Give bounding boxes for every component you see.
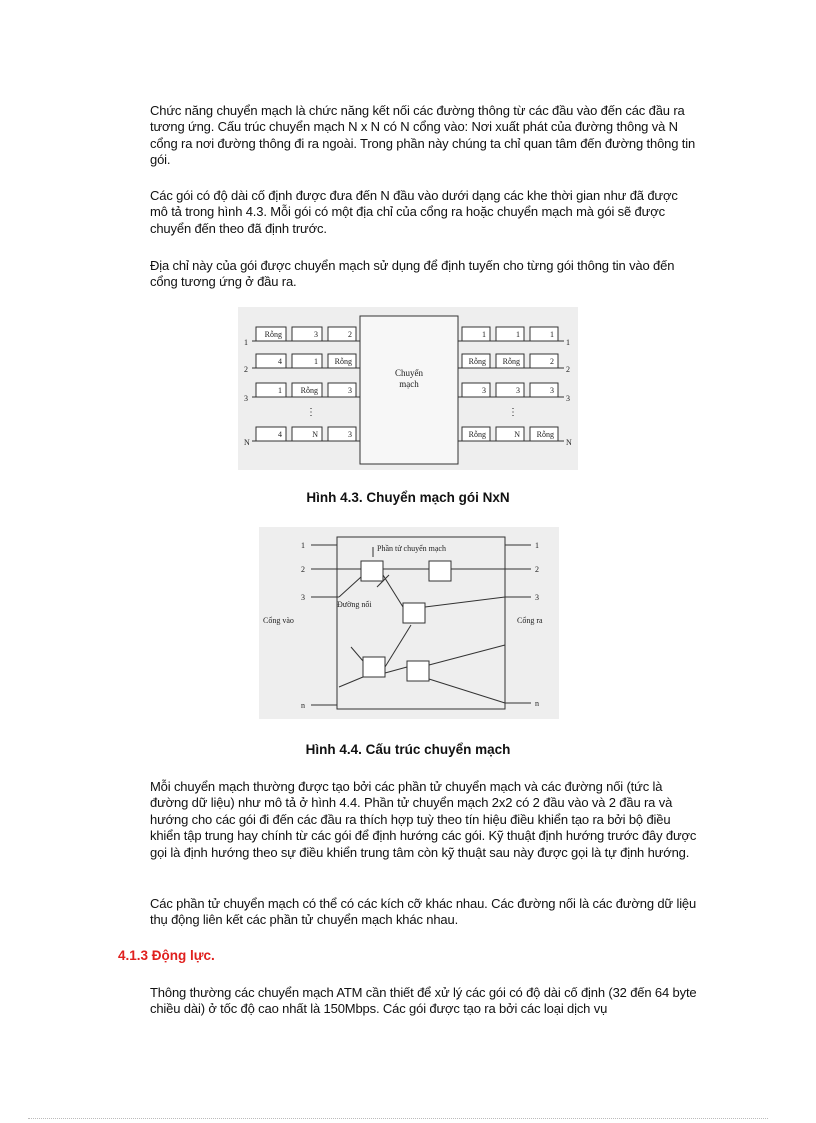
paragraph-fixed-length-packets: Các gói có độ dài cố định được đưa đến N đầu vào dưới dạng các khe thời gian như đã được mô tả trong hình 4.3. Mỗi gói có một địa chỉ của cổng ra hoặc chuyển mạch mà gói sẽ được chuyển đến theo đã định trước. [150,188,678,236]
figure-4-4-caption: Hình 4.4. Cấu trúc chuyển mạch [305,742,511,757]
switch-block-label-2: mạch [399,379,419,389]
figure-switch-structure-diagram [259,527,559,719]
input-index-n: N [244,438,250,447]
out1-cell2: 1 [516,330,520,339]
input-index-3: 3 [244,394,248,403]
figure-4-3-caption: Hình 4.3. Chuyển mạch gói NxN [306,490,510,505]
in1-cell1: Rỗng [264,330,282,339]
out1-cell3: 1 [550,330,554,339]
paragraph-atm-switching: Thông thường các chuyển mạch ATM cần thiết để xử lý các gói có độ dài cố định (32 đến 64 byte chiều dài) ở tốc độ cao nhất là 150Mbps. Các gói được tạo ra bởi các loại dịch vụ [150,985,697,1017]
outN-cell2: N [514,430,520,439]
output-index-1: 1 [566,338,570,347]
out3-cell1: 3 [482,386,486,395]
out-label-n: n [535,699,539,708]
in3-cell1: 1 [278,386,282,395]
in1-cell2: 3 [314,330,318,339]
out-label-2: 2 [535,565,539,574]
out2-cell1: Rỗng [468,357,486,366]
in2-cell3: Rỗng [334,357,352,366]
out2-cell2: Rỗng [502,357,520,366]
in-label-n: n [301,701,305,710]
outN-cell3: Rỗng [536,430,554,439]
label-switch-element: Phần tử chuyển mạch [377,544,446,553]
out3-cell2: 3 [516,386,520,395]
output-dots: ⋮ [508,407,518,418]
out2-cell3: 2 [550,357,554,366]
label-inputs: Cổng vào [263,616,294,625]
in-label-1: 1 [301,541,305,550]
switch-block [360,316,458,464]
out-label-3: 3 [535,593,539,602]
figure-switch-structure [259,527,559,719]
in-label-3: 3 [301,593,305,602]
output-index-3: 3 [566,394,570,403]
in-label-2: 2 [301,565,305,574]
label-link: Đường nối [337,600,372,609]
in2-cell1: 4 [278,357,282,366]
label-outputs: Cổng ra [517,616,543,625]
in1-cell3: 2 [348,330,352,339]
output-index-n: N [566,438,572,447]
paragraph-switching-function: Chức năng chuyển mạch là chức năng kết nối các đường thông từ các đầu vào đến các đầu ra tương ứng. Cấu trúc chuyển mạch N x N có N cổng vào: Nơi xuất phát của đường thông và N cổng ra nơi đường thông đi ra ngoài. Trong phần này chúng ta chỉ quan tâm đến đường thông tin gói. [150,103,696,168]
inN-cell2: N [312,430,318,439]
in3-cell2: Rỗng [300,386,318,395]
outN-cell1: Rỗng [468,430,486,439]
input-index-2: 2 [244,365,248,374]
in2-cell2: 1 [314,357,318,366]
page-bottom-divider [28,1118,768,1119]
switch-block-label-1: Chuyển [395,368,423,378]
out3-cell3: 3 [550,386,554,395]
figure-nxn-diagram [238,307,578,470]
paragraph-element-sizes: Các phần tử chuyển mạch có thể có các kích cỡ khác nhau. Các đường nối là các đường dữ liệu thụ động liên kết các phần tử chuyển mạch khác nhau. [150,896,697,928]
output-cells [462,327,558,441]
inN-cell1: 4 [278,430,282,439]
output-index-2: 2 [566,365,570,374]
out-label-1: 1 [535,541,539,550]
input-index-1: 1 [244,338,248,347]
input-dots: ⋮ [306,407,316,418]
in3-cell3: 3 [348,386,352,395]
out1-cell1: 1 [482,330,486,339]
paragraph-packet-address: Địa chỉ này của gói được chuyển mạch sử dụng để định tuyến cho từng gói thông tin vào đến cổng tương ứng ở đầu ra. [150,258,675,290]
inN-cell3: 3 [348,430,352,439]
paragraph-switch-elements: Mỗi chuyển mạch thường được tạo bởi các phần tử chuyển mạch và các đường nối (tức là đường dữ liệu) như mô tả ở hình 4.4. Phần tử chuyển mạch 2x2 có 2 đầu vào và 2 đầu ra và hướng cho các gói đi đến các đầu ra thích hợp tuỳ theo tín hiệu điều khiển tạo ra bởi bộ điều khiển tập trung hay chính từ các gói để định hướng các gói. Kỹ thuật định hướng trước đây được gọi là định hướng theo sự điều khiển trung tâm còn kỹ thuật sau này được gọi là tự định hướng. [150,779,697,860]
section-heading: 4.1.3 Động lực. [118,948,215,963]
input-cells [256,327,356,441]
figure-nxn-packet-switch [238,307,578,470]
